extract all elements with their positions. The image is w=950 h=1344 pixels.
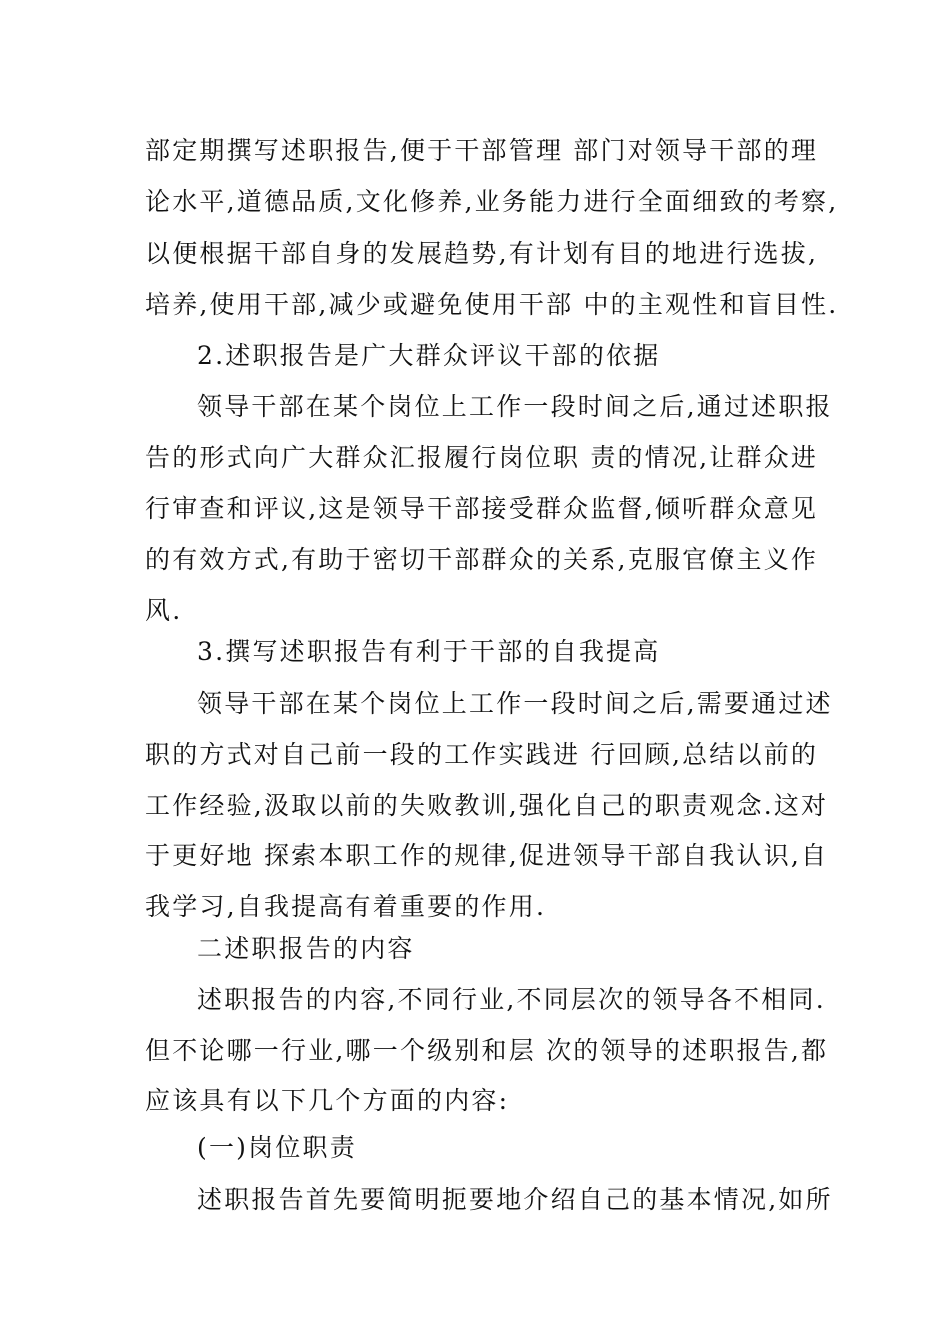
section-heading: 二述职报告的内容 — [197, 934, 415, 963]
paragraph-line: 风. — [145, 596, 183, 625]
paragraph-line: 于更好地 探索本职工作的规律,促进领导干部自我认识,自 — [145, 841, 829, 870]
paragraph-line: 论水平,道德品质,文化修养,业务能力进行全面细致的考察, — [145, 187, 839, 216]
paragraph-line: 行审查和评议,这是领导干部接受群众监督,倾听群众意见 — [145, 494, 819, 523]
paragraph-line: 部定期撰写述职报告,便于干部管理 部门对领导干部的理 — [145, 136, 819, 165]
paragraph-line: 但不论哪一行业,哪一个级别和层 次的领导的述职报告,都 — [145, 1036, 829, 1065]
paragraph-line: 以便根据干部自身的发展趋势,有计划有目的地进行选拔, — [145, 239, 819, 268]
paragraph-line: 应该具有以下几个方面的内容: — [145, 1086, 510, 1115]
section-heading: (一)岗位职责 — [197, 1133, 357, 1162]
paragraph-line: 培养,使用干部,减少或避免使用干部 中的主观性和盲目性. — [145, 290, 839, 319]
paragraph-line: 述职报告首先要简明扼要地介绍自己的基本情况,如所 — [197, 1185, 833, 1214]
paragraph-line: 职的方式对自己前一段的工作实践进 行回顾,总结以前的 — [145, 740, 819, 769]
paragraph-line: 领导干部在某个岗位上工作一段时间之后,通过述职报 — [197, 392, 833, 421]
paragraph-line: 告的形式向广大群众汇报履行岗位职 责的情况,让群众进 — [145, 443, 819, 472]
paragraph-line: 述职报告的内容,不同行业,不同层次的领导各不相同. — [197, 985, 826, 1014]
paragraph-line: 工作经验,汲取以前的失败教训,强化自己的职责观念.这对 — [145, 791, 829, 820]
section-heading: 3.撰写述职报告有利于干部的自我提高 — [197, 637, 661, 666]
paragraph-line: 我学习,自我提高有着重要的作用. — [145, 892, 547, 921]
paragraph-line: 领导干部在某个岗位上工作一段时间之后,需要通过述 — [197, 689, 833, 718]
section-heading: 2.述职报告是广大群众评议干部的依据 — [197, 341, 661, 370]
paragraph-line: 的有效方式,有助于密切干部群众的关系,克服官僚主义作 — [145, 545, 819, 574]
